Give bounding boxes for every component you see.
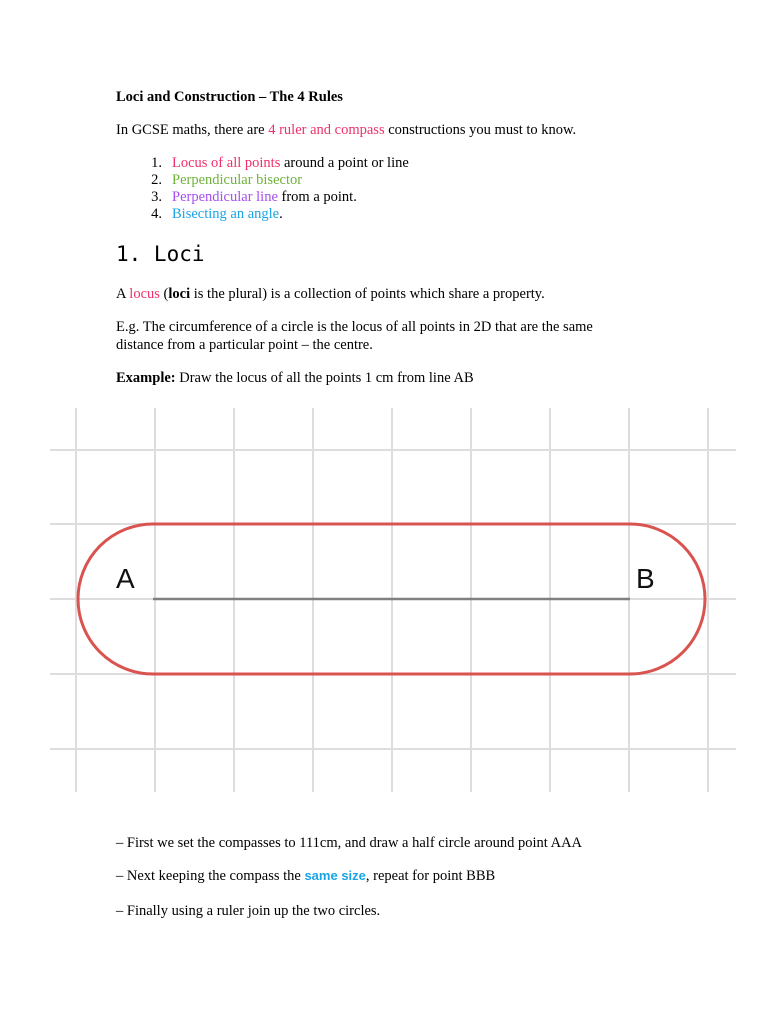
list-item (116, 155, 409, 172)
list-item-number: 3. (151, 189, 162, 205)
definition-a: A (116, 286, 130, 302)
list-item (116, 189, 409, 206)
step-3: – Finally using a ruler join up the two circles. (116, 903, 381, 919)
rules-list (116, 155, 409, 223)
document-title: Loci and Construction – The 4 Rules (116, 89, 343, 105)
list-item-colored: Bisecting an angle (172, 206, 280, 222)
example-text: Draw the locus of all the points 1 cm from line AB (175, 370, 474, 386)
list-item-rest: from a point. (277, 189, 357, 205)
list-item-number: 1. (151, 155, 162, 171)
intro-paragraph (116, 121, 576, 139)
list-item-colored: Perpendicular line (172, 189, 278, 205)
list-item-colored: Perpendicular bisector (172, 172, 303, 188)
step-2-highlight: same size (304, 868, 366, 883)
example-line-2: distance from a particular point – the centre. (116, 337, 373, 353)
list-item (116, 206, 409, 223)
list-item-number: 2. (151, 172, 162, 188)
step-2 (116, 867, 495, 885)
example-paragraph (116, 369, 474, 387)
example-label: Example: (116, 370, 176, 386)
list-item (116, 172, 409, 189)
label-a: A (116, 563, 135, 594)
list-item-rest: around a point or line (280, 155, 409, 171)
definition-paren: ( (159, 286, 169, 302)
step-2-after: , repeat for point BBB (365, 868, 496, 884)
list-item-number: 4. (151, 206, 162, 222)
example-line-1: E.g. The circumference of a circle is the locus of all points in 2D that are the same (116, 319, 593, 335)
definition-locus: locus (129, 286, 160, 302)
label-b: B (636, 563, 655, 594)
list-item-rest: . (279, 206, 283, 222)
section-heading: 1. Loci (116, 242, 205, 266)
locus-diagram (50, 408, 736, 792)
definition-paragraph (116, 285, 545, 303)
list-item-colored: Locus of all points (172, 155, 281, 171)
intro-text-after: constructions you must to know. (384, 122, 577, 138)
step-1: – First we set the compasses to 111cm, and draw a half circle around point AAA (116, 835, 583, 851)
definition-loci: loci (168, 286, 191, 302)
step-2-before: – Next keeping the compass the (116, 868, 305, 884)
definition-rest: is the plural) is a collection of points which share a property. (190, 286, 545, 302)
intro-highlight: 4 ruler and compass (268, 122, 385, 138)
intro-text-before: In GCSE maths, there are (116, 122, 269, 138)
